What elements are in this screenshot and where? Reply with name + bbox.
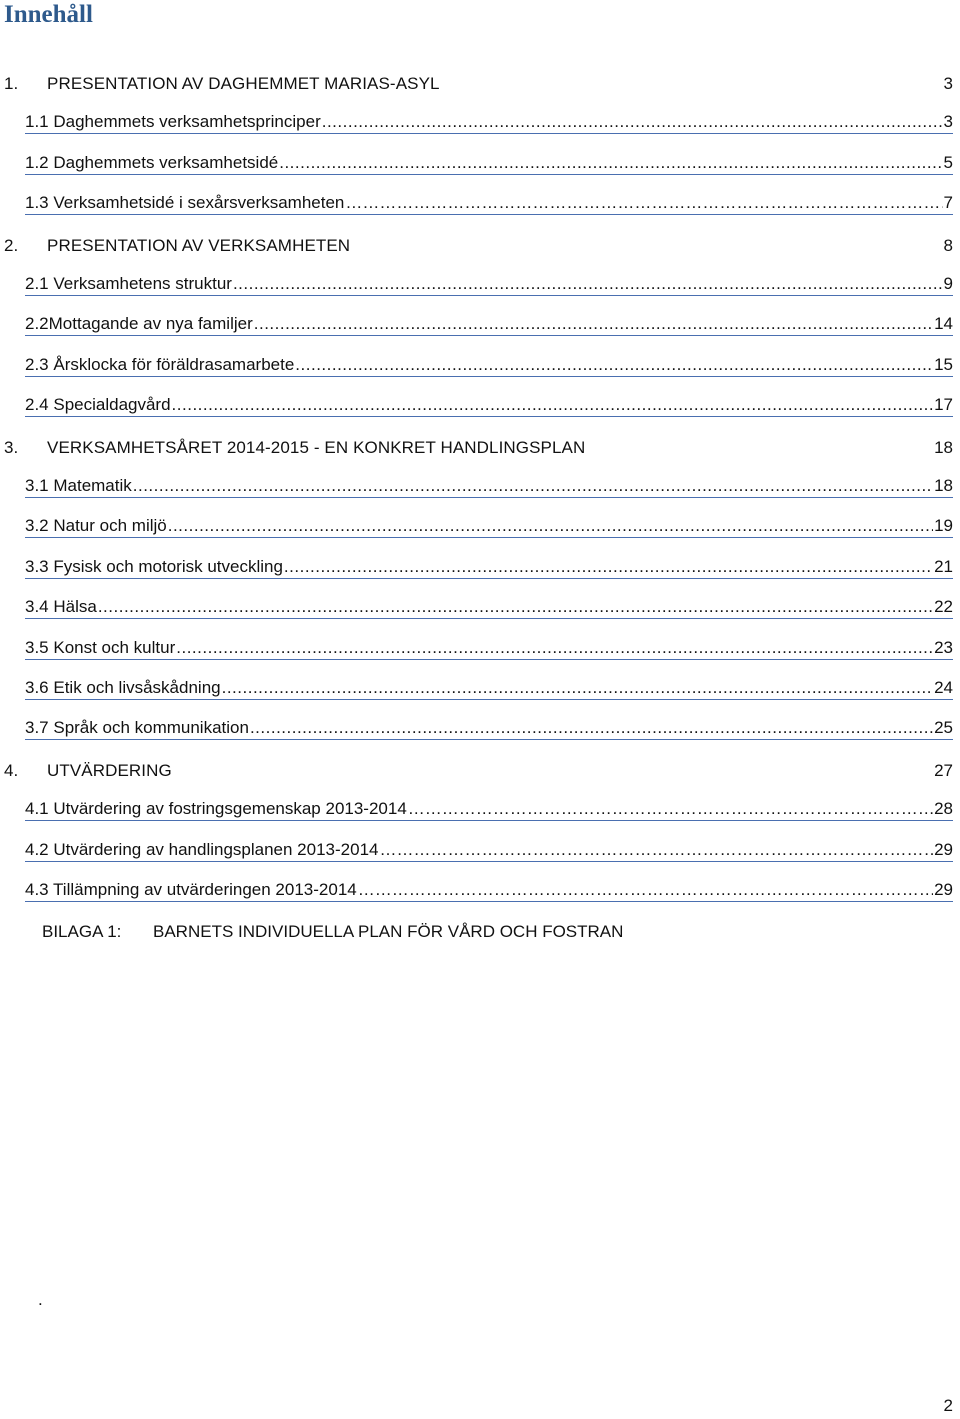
chapter-title: PRESENTATION AV DAGHEMMET MARIAS-ASYL (47, 74, 440, 93)
toc-entry[interactable] (0, 111, 960, 137)
toc-entry-title: 3.1 Matematik (25, 476, 132, 495)
dot-leader (345, 192, 942, 214)
chapter-page: 18 (934, 437, 953, 457)
toc-entry-link[interactable] (25, 475, 953, 498)
dot-leader (358, 879, 933, 901)
toc-entry-link[interactable] (25, 677, 953, 700)
dot-leader (168, 515, 933, 537)
dot-leader (222, 677, 933, 699)
toc-entry-title: 3.6 Etik och livsåskådning (25, 678, 221, 697)
toc-entry-page: 18 (934, 476, 953, 495)
toc-entry-title: 2.2Mottagande av nya familjer (25, 314, 253, 334)
toc-entry-link[interactable] (25, 354, 953, 377)
chapter-number: 2. (4, 235, 19, 255)
toc-entry-link[interactable] (25, 515, 953, 538)
toc-entry-page: 3 (943, 112, 953, 132)
chapter-page: 8 (943, 235, 953, 255)
chapter-number: 4. (4, 760, 19, 780)
toc-entry-page: 17 (934, 395, 953, 415)
toc-entry-page: 15 (934, 354, 953, 374)
dot-leader (250, 717, 933, 739)
toc-entry-link[interactable] (25, 798, 953, 821)
toc-entry-link[interactable] (25, 717, 953, 740)
page-number: 2 (943, 1396, 953, 1415)
dot-leader (254, 313, 933, 335)
dot-leader (379, 839, 933, 861)
toc-entry-title: 4.3 Tillämpning av utvärderingen 2013-2014 (25, 880, 357, 899)
toc-entry[interactable] (0, 515, 960, 541)
toc-entry-link[interactable] (25, 596, 953, 619)
toc-entry-page: 9 (943, 274, 953, 293)
toc-entry-title: 4.2 Utvärdering av handlingsplanen 2013-2014 (25, 839, 379, 859)
toc-entry-page: 5 (943, 152, 953, 172)
toc-entry-link[interactable] (25, 273, 953, 296)
toc-entry-link[interactable] (25, 192, 953, 215)
dot-leader (176, 637, 933, 659)
dot-leader (295, 354, 933, 376)
toc-entry-title: 1.2 Daghemmets verksamhetsidé (25, 152, 279, 172)
toc-entry-title: 3.3 Fysisk och motorisk utveckling (25, 556, 283, 576)
toc-entry[interactable] (0, 839, 960, 865)
stray-mark: . (38, 1290, 43, 1309)
toc-entry[interactable] (0, 596, 960, 622)
toc-entry-link[interactable] (25, 152, 953, 175)
toc-entry[interactable] (0, 475, 960, 501)
dot-leader (322, 111, 943, 133)
toc-entry-title: 3.4 Hälsa (25, 597, 97, 617)
toc-entry-page: 25 (934, 718, 953, 738)
toc-entry-page: 21 (934, 556, 953, 576)
toc-entry-page: 7 (943, 193, 953, 213)
toc-entry-page: 23 (934, 637, 953, 657)
toc-entry-title: 2.3 Årsklocka för föräldrasamarbete (25, 354, 295, 374)
toc-entry[interactable] (0, 556, 960, 582)
chapter-page: 3 (943, 74, 953, 93)
toc-entry-title: 1.1 Daghemmets verksamhetsprinciper (25, 112, 321, 132)
toc-entry-title: 4.1 Utvärdering av fostringsgemenskap 2013-2014 (25, 799, 407, 819)
dot-leader (279, 152, 942, 174)
toc-chapter[interactable] (0, 233, 960, 259)
chapter-title: VERKSAMHETSÅRET 2014-2015 - EN KONKRET HANDLINGSPLAN (47, 437, 586, 457)
toc-entry[interactable] (0, 677, 960, 703)
appendix-label: BILAGA 1: (42, 922, 122, 942)
dot-leader (98, 596, 933, 618)
toc-entry-title: 3.5 Konst och kultur (25, 637, 176, 657)
toc-entry-link[interactable] (25, 313, 953, 336)
toc-entry[interactable] (0, 637, 960, 663)
toc-entry-title: 1.3 Verksamhetsidé i sexårsverksamheten (25, 193, 345, 213)
appendix-title: BARNETS INDIVIDUELLA PLAN FÖR VÅRD OCH FOSTRAN (153, 922, 624, 942)
toc-entry-title: 3.2 Natur och miljö (25, 516, 167, 536)
toc-entry-page: 22 (934, 597, 953, 617)
chapter-page: 27 (934, 760, 953, 780)
page-title: Innehåll (4, 1, 93, 28)
toc-entry-title: 2.1 Verksamhetens struktur (25, 274, 232, 293)
toc-entry[interactable] (0, 717, 960, 743)
toc-entry[interactable] (0, 152, 960, 178)
toc-entry[interactable] (0, 394, 960, 420)
toc-chapter[interactable] (0, 435, 960, 461)
toc-entry-page: 19 (934, 516, 953, 536)
toc-entry-title: 3.7 Språk och kommunikation (25, 718, 249, 738)
dot-leader (284, 556, 933, 578)
toc-entry[interactable] (0, 354, 960, 380)
toc-entry-link[interactable] (25, 879, 953, 902)
toc-entry-link[interactable] (25, 839, 953, 862)
chapter-title: PRESENTATION AV VERKSAMHETEN (47, 235, 351, 255)
toc-chapter[interactable] (0, 71, 960, 97)
toc-entry-link[interactable] (25, 394, 953, 417)
toc-chapter[interactable] (0, 758, 960, 784)
toc-entry-title: 2.4 Specialdagvård (25, 395, 171, 415)
toc-entry-page: 24 (934, 678, 953, 697)
toc-entry-page: 29 (934, 839, 953, 859)
dot-leader (172, 394, 934, 416)
toc-entry[interactable] (0, 879, 960, 905)
toc-entry[interactable] (0, 192, 960, 218)
toc-entry-link[interactable] (25, 637, 953, 660)
toc-entry[interactable] (0, 313, 960, 339)
toc-entry-link[interactable] (25, 556, 953, 579)
dot-leader (133, 475, 933, 497)
toc-entry[interactable] (0, 273, 960, 299)
dot-leader (233, 273, 943, 295)
toc-entry[interactable] (0, 798, 960, 824)
toc-entry-link[interactable] (25, 111, 953, 134)
toc-appendix (0, 919, 960, 945)
toc-entry-page: 29 (934, 880, 953, 899)
dot-leader (408, 798, 933, 820)
toc-entry-page: 28 (934, 799, 953, 819)
chapter-number: 1. (4, 74, 19, 93)
chapter-title: UTVÄRDERING (47, 760, 172, 780)
toc-entry-page: 14 (934, 314, 953, 334)
chapter-number: 3. (4, 437, 19, 457)
